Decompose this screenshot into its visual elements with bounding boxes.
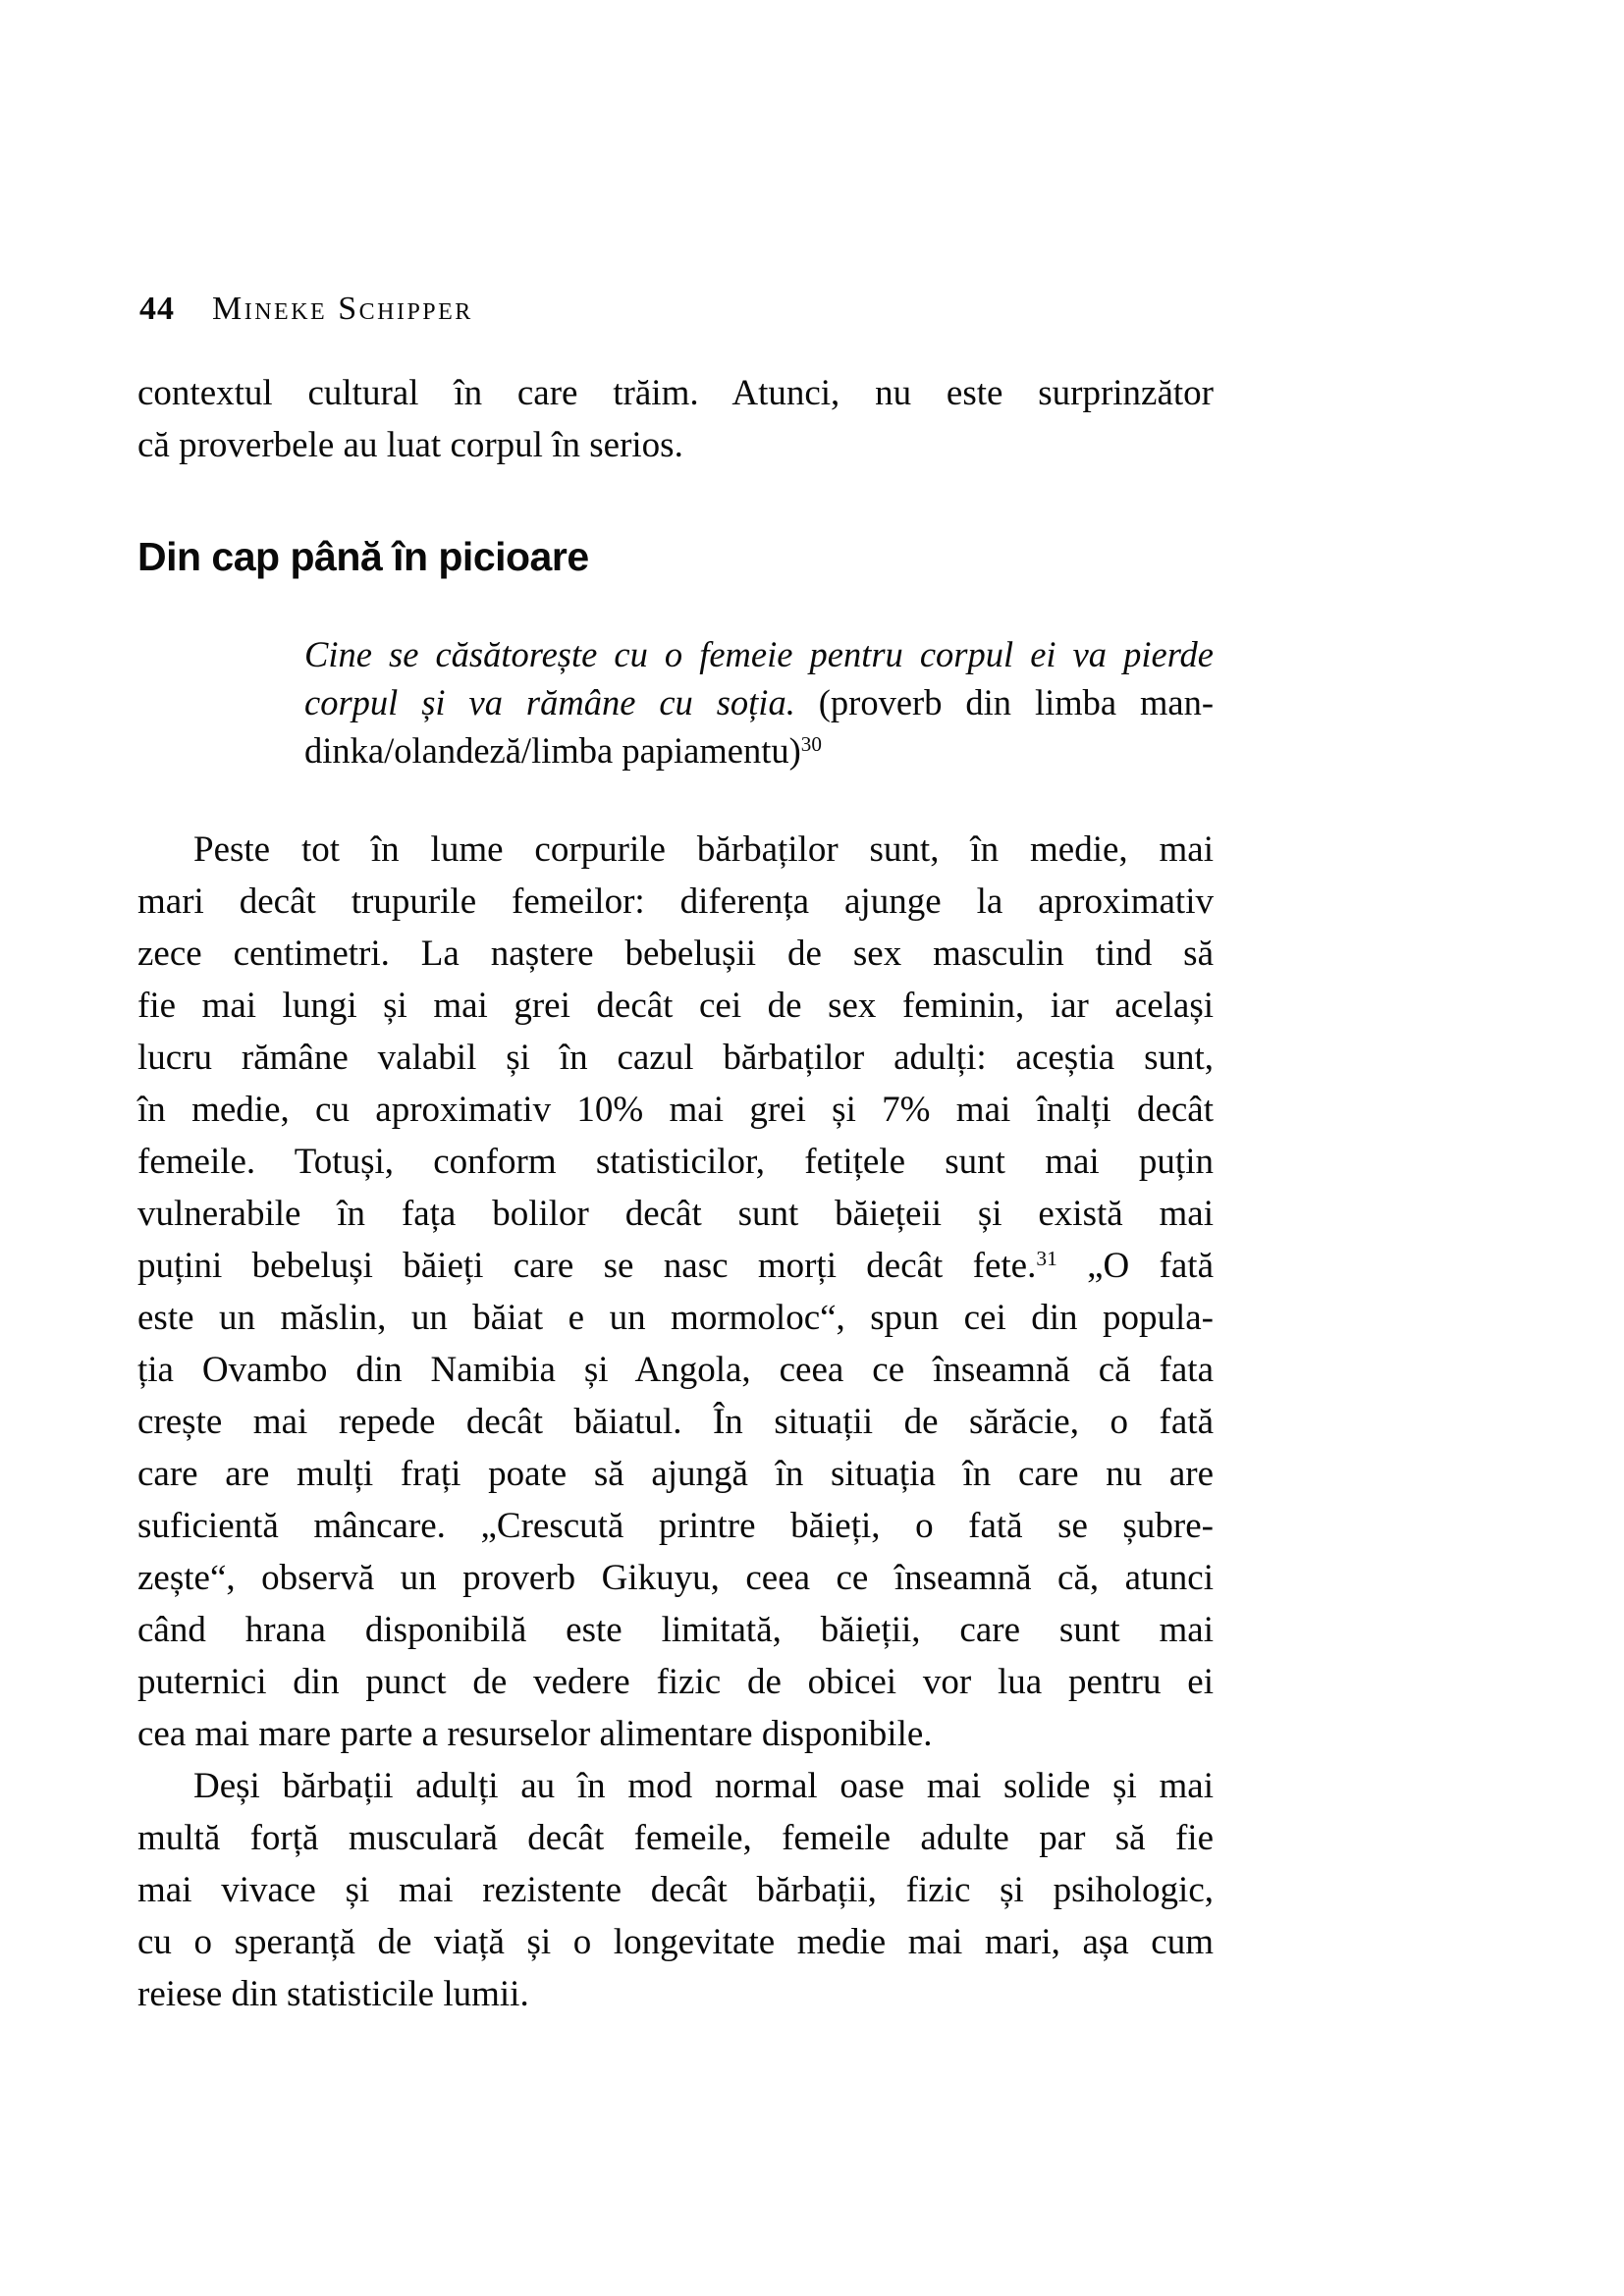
paragraph-body-2: Deși bărbații adulți au în mod normal oase mai solide și mai multă forță musculară decât femeile, femeile adulte par să fie mai vivace și mai rezistente decât bărbații, fizic și psihologic, cu o speranță de viață și o longevitate medie mai mari, așa cum reiese din statisticile lumii. — [137, 1766, 1214, 2014]
proverb-blockquote: Cine se căsătorește cu o femeie pentru corpul ei va pierde corpul și va rămâne cu soția. (proverb din limba man- dinka/olandeză/limba papiamentu)$^{30}$ — [304, 634, 1214, 771]
text-column — [137, 291, 1214, 2020]
paragraph-intro: contextul cultural în care trăim. Atunci, nu este surprinzător că proverbele au luat corpul în serios. — [137, 373, 1214, 465]
running-header — [139, 291, 1214, 328]
paragraph-body-1: Peste tot în lume corpurile bărbaților sunt, în medie, mai mari decât trupurile femeilor: diferența ajunge la aproximativ zece centimetri. La naștere bebelușii de sex masculin tind să fie mai lungi și mai grei decât cei de sex feminin, iar același lucru rămâne valabil și în cazul bărbaților adulți: aceștia sunt, în medie, cu aproximativ 10% mai grei și 7% mai înalți decât femeile. Totuși, conform statisticilor, fetițele sunt mai puțin vulnerabile în fața bolilor decât sunt băiețeii și există mai puțini bebeluși băieți care se nasc morți decât fete.$^{31}$ „O fată este un măslin, un băiat e un mormoloc“, spun cei din popula- ția Ovambo din Namibia și Angola, ceea ce înseamnă că fata crește mai repede decât băiatul. În situații de sărăcie, o fată care are mulți frați poate să ajungă în situația în care nu are suficientă mâncare. „Crescută printre băieți, o fată se șubre- zește“, observă un proverb Gikuyu, ceea ce înseamnă că, atunci când hrana disponibilă este limitată, băieții, care sunt mai puternici din punct de vedere fizic de obicei vor lua pentru ei cea mai mare parte a resurselor alimentare disponibile. — [137, 829, 1214, 1754]
page-number: 44 — [139, 291, 175, 327]
running-head-author: Mineke Schipper — [212, 291, 473, 327]
section-heading: Din cap până în picioare — [137, 534, 589, 579]
